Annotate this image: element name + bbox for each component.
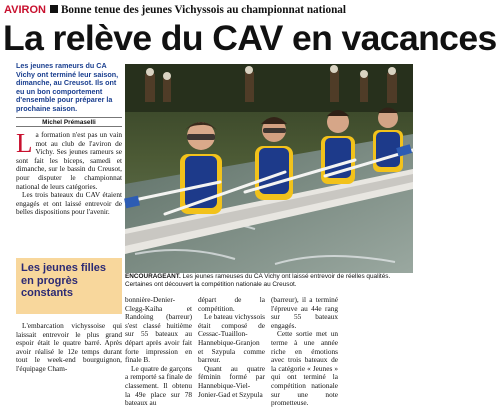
headline: La relève du CAV en vacances <box>3 18 497 58</box>
paragraph-7: Cette sortie met un terme à une année riche en émotions avec trois bateaux de la catégorie « Jeunes » qui ont terminé la compétition nationale sur une note prometteuse. <box>271 329 338 408</box>
article-column-3 <box>198 296 265 399</box>
lede: Les jeunes rameurs du CA Vichy ont terminé leur saison, dimanche, au Creusot. Ils ont eu un bon comportement d'ensemble pour préparer la prochaine saison. <box>16 61 119 113</box>
photo-caption <box>125 273 413 289</box>
kicker-text: Bonne tenue des jeunes Vichyssois au championnat national <box>60 4 346 16</box>
article-column-1 <box>16 128 122 217</box>
article-column-4 <box>271 296 338 408</box>
paragraph-4: Le quatre de garçons a remporté sa finale de classement. Il obtenu la 49e place sur 78 bateaux au <box>125 363 192 408</box>
paragraph-6: Quant au quatre féminin formé par Hannebique-Viel-Jonier-Gad et Szypula <box>198 363 265 399</box>
paragraph-6-continued: (barreur), il a terminé l'épreuve au 44e rang sur 55 bateaux engagés. <box>271 295 338 330</box>
paragraph-1 <box>16 128 122 191</box>
square-bullet-icon <box>50 5 58 13</box>
paragraph-3: L'embarcation vichyssoise qui laissait entrevoir le plus grand espoir était le quatre barré. Après avoir réalisé le 12e temps durant tout le week-end bourguignon, l'équipage Cham- <box>16 321 122 373</box>
paragraph-4-continued: départ de la compétition. <box>198 295 265 313</box>
pull-quote: Les jeunes filles en progrès constants <box>16 258 122 314</box>
caption-text: Les jeunes rameuses du CA Vichy ont laissé entrevoir de réelles qualités. Certaines ont découvert la compétition nationale au Creusot. <box>125 273 391 289</box>
byline: Michel Prémaselli <box>16 117 122 127</box>
kicker <box>4 3 414 17</box>
article-column-2 <box>125 296 192 408</box>
caption-lead: ENCOURAGEANT. <box>125 273 181 280</box>
paragraph-2: Les trois bateaux du CAV étaient engagés et ont laissé entrevoir de belles dispositions pour l'avenir. <box>16 190 122 217</box>
paragraph-3-continued: bonnière-Denier-Clegg-Kaiha et Randoing (barreur) s'est classé huitième sur 55 bateaux au départ après avoir fait forte impression en finale B. <box>125 295 192 365</box>
rowing-photo <box>125 64 413 273</box>
paragraph-1-text: a formation n'est pas un vain mot au club de l'aviron de Vichy. Ses jeunes rameurs se sont fait les biceps, samedi et dimanche, sur le bassin du Creusot, pour disputer le championnat national de leurs catégories. <box>16 130 122 191</box>
drop-cap: L <box>16 128 33 158</box>
rowing-photo-illustration <box>125 64 413 273</box>
paragraph-5: Le bateau vichyssois était composé de Cessac-Tuaillon-Hannebique-Granjon et Szypula comme barreur. <box>198 312 265 365</box>
kicker-rubric: AVIRON <box>4 4 46 16</box>
